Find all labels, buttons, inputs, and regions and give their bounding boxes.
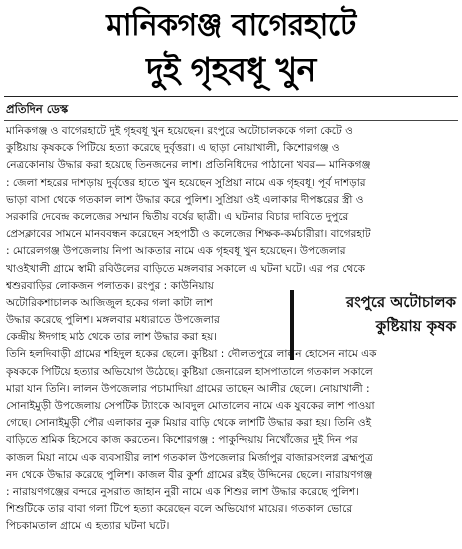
body-line: কাজল মিয়া নামে এক ব্যবসায়ীর লাশ গতকাল উপজেলার মির্জাপুর বাজারসংলগ্ন ব্রহ্মপুত্র xyxy=(6,451,373,464)
headline-line-1: মানিকগঞ্জ বাগেরহাটে xyxy=(106,8,356,43)
body-line: মারা যান তিনি। লালন উপজেলার পচামাদিয়া গ্রামের তাছেন আলীর ছেলে। নোয়াখালী : xyxy=(6,382,370,395)
pull-quote-line-2: কুষ্টিয়ায় কৃষক xyxy=(375,317,456,335)
body-line: উদ্ধার করেছে পুলিশ। মঙ্গলবার মধ্যরাতে উপজেলার xyxy=(6,314,220,327)
body-line: কুষ্টিয়ায় কৃষককে পিটিয়ে হত্যা করেছে দুর্বৃত্তরা। এ ছাড়া নোয়াখালী, কিশোরগঞ্জ ও xyxy=(6,142,340,155)
body-line: ভাড়া বাসা থেকে গতকাল লাশ উদ্ধার করে পুলিশ। সুপ্রিয়া ওই এলাকার দীপঙ্করের স্ত্রী ও xyxy=(6,193,364,206)
body-line: শ্বশুরবাড়ির লোকজন পলাতক। রংপুর : কাউনিয়ায় xyxy=(6,279,214,292)
headline-line-2: দুই গৃহবধূ খুন xyxy=(146,50,316,89)
body-line: নেত্রকোনায় উদ্ধার করা হয়েছে তিনজনের লাশ। প্রতিনিধিদের পাঠানো খবর— মানিকগঞ্জ xyxy=(6,159,371,172)
body-line: কৃষককে পিটিয়ে হত্যার অভিযোগ উঠেছে। কুষ্টিয়া জেনারেল হাসপাতালে গতকাল সকালে xyxy=(6,365,373,378)
body-line: সরকারি দেবেন্দ্র কলেজের সম্মান দ্বিতীয় বর্ষের ছাত্রী। এ ঘটনার বিচার দাবিতে দুপুরে xyxy=(6,210,349,223)
body-line: খাওইখালী গ্রামে স্বামী রবিউলের বাড়িতে মঙ্গলবার সকালে এ ঘটনা ঘটে। এর পর থেকে xyxy=(6,262,365,275)
divider xyxy=(4,120,458,121)
body-line: অটোরিকশাচালক আজিজুল হকের গলা কাটা লাশ xyxy=(6,296,213,309)
body-line: কেন্দ্রীয় ঈদগাহ মাঠ থেকে তার লাশ উদ্ধার করা হয়। xyxy=(6,331,218,344)
pull-quote xyxy=(290,290,456,360)
body-line: : নারায়ণগঞ্জের বন্দরে নুসরাত জাহান নুরী নামে এক শিশুর লাশ উদ্ধার করেছে পুলিশ। xyxy=(6,485,359,498)
body-line: মানিকগঞ্জ ও বাগেরহাটে দুই গৃহবধূ খুন হয়েছেন। রংপুরে অটোচালককে গলা কেটে ও xyxy=(6,125,353,137)
body-line: পিচকামতাল গ্রামে এ হত্যার ঘটনা ঘটে। xyxy=(6,520,170,533)
pull-quote-line-1: রংপুরে অটোচালক xyxy=(345,293,456,311)
dateline: প্রতিদিন ডেস্ক xyxy=(6,102,69,116)
body-line: নদ থেকে উদ্ধার করেছে পুলিশ। কাজল বীর কুর্শা গ্রামের রইছ উদ্দিনের ছেলে। নারায়ণগঞ্জ xyxy=(6,468,373,481)
body-line: বাড়িতে শ্রমিক হিসেবে কাজ করতেন। কিশোরগঞ্জ : পাকুন্দিয়ায় নিখোঁজের দুই দিন পর xyxy=(6,434,358,447)
body-line: গেছে। সোনাইমুড়ী পৌর এলাকার নুরু মিয়ার বাড়ি থেকে লাশটি উদ্ধার করা হয়। তিনি ওই xyxy=(6,417,372,430)
body-line: : জেলা শহরের দাশড়ায় দুর্বৃত্তের হাতে খুন হয়েছেন সুপ্রিয়া নামে এক গৃহবধূ। পূর্ব দাশড়ার xyxy=(6,176,366,189)
body-line: প্রেসক্লাবের সামনে মানববন্ধন করেছেন সহপাঠী ও কলেজের শিক্ষক-কর্মচারীরা। বাগেরহাট xyxy=(6,228,371,241)
body-line: সোনাইমুড়ী উপজেলায় সেপটিক ট্যাংকে আবদুল মোতালেব নামে এক যুবকের লাশ পাওয়া xyxy=(6,400,375,412)
body-line: তিনি হলদিবাড়ী গ্রামের শহিদুল হকের ছেলে। কুষ্টিয়া : দৌলতপুরে লালন হোসেন নামে এক xyxy=(6,348,377,361)
body-line: শিশুটিকে তার বাবা গলা টিপে হত্যা করেছেন বলে অভিযোগ মায়ের। গতকাল ভোরে xyxy=(6,503,353,516)
body-line: : মোরেলগঞ্জ উপজেলায় নিপা আকতার নামে এক গৃহবধূ খুন হয়েছেন। উপজেলার xyxy=(6,245,346,258)
divider xyxy=(4,96,458,97)
